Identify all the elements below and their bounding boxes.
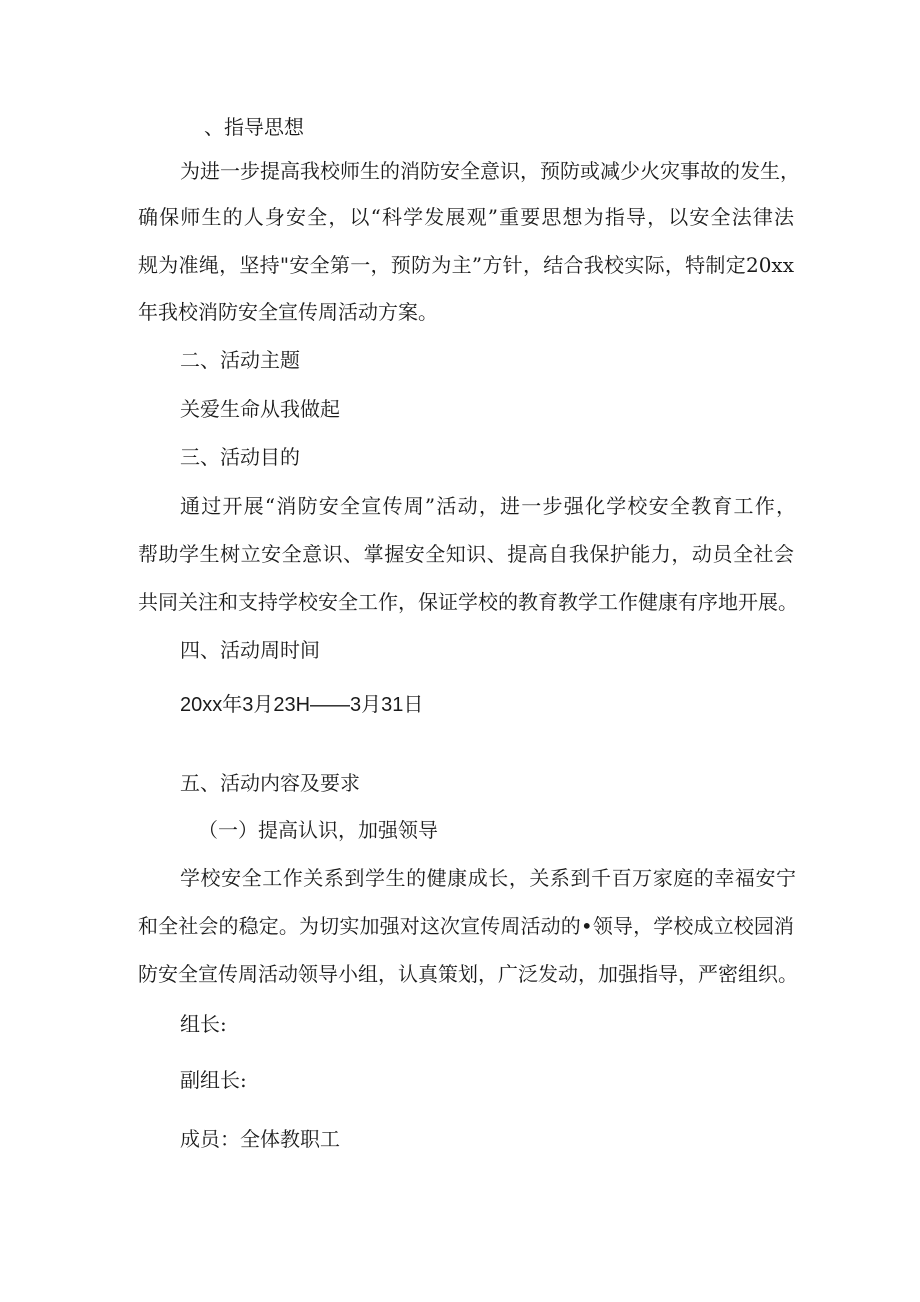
section-heading-purpose: 三、活动目的 — [180, 445, 300, 469]
paragraph-line: 规为准绳，坚持"安全第一，预防为主”方针，结合我校实际，特制定20xx — [138, 253, 794, 277]
members-label: 成员：全体教职工 — [180, 1127, 340, 1151]
paragraph-line: 学校安全工作关系到学生的健康成长，关系到千百万家庭的幸福安宁 — [180, 866, 796, 890]
paragraph-line: 为进一步提高我校师生的消防安全意识，预防或减少火灾事故的发生， — [180, 159, 800, 183]
paragraph-line: 年我校消防安全宣传周活动方案。 — [138, 300, 438, 324]
section-heading-content: 五、活动内容及要求 — [180, 771, 360, 795]
paragraph-line: 共同关注和支持学校安全工作，保证学校的教育教学工作健康有序地开展。 — [138, 590, 798, 614]
paragraph-line: 防安全宣传周活动领导小组，认真策划，广泛发动，加强指导，严密组织。 — [138, 962, 798, 986]
group-leader-label: 组长: — [180, 1012, 227, 1036]
paragraph-line: 确保师生的人身安全，以“科学发展观”重要思想为指导，以安全法律法 — [138, 205, 794, 229]
section-heading-theme: 二、活动主题 — [180, 348, 300, 372]
paragraph-line: 和全社会的稳定。为切实加强对这次宣传周活动的•领导，学校成立校园消 — [138, 914, 794, 938]
paragraph-line: 通过开展“消防安全宣传周”活动，进一步强化学校安全教育工作， — [180, 494, 796, 518]
activity-date-range: 20xx年3月23H——3月31日 — [180, 694, 424, 716]
theme-text: 关爱生命从我做起 — [180, 397, 340, 421]
paragraph-line: 帮助学生树立安全意识、掌握安全知识、提高自我保护能力，动员全社会 — [138, 542, 794, 566]
section-heading-guiding-ideology: 、指导思想 — [204, 115, 304, 139]
deputy-leader-label: 副组长: — [180, 1068, 247, 1092]
subsection-heading: （一）提高认识，加强领导 — [198, 818, 438, 842]
section-heading-time: 四、活动周时间 — [180, 638, 320, 662]
